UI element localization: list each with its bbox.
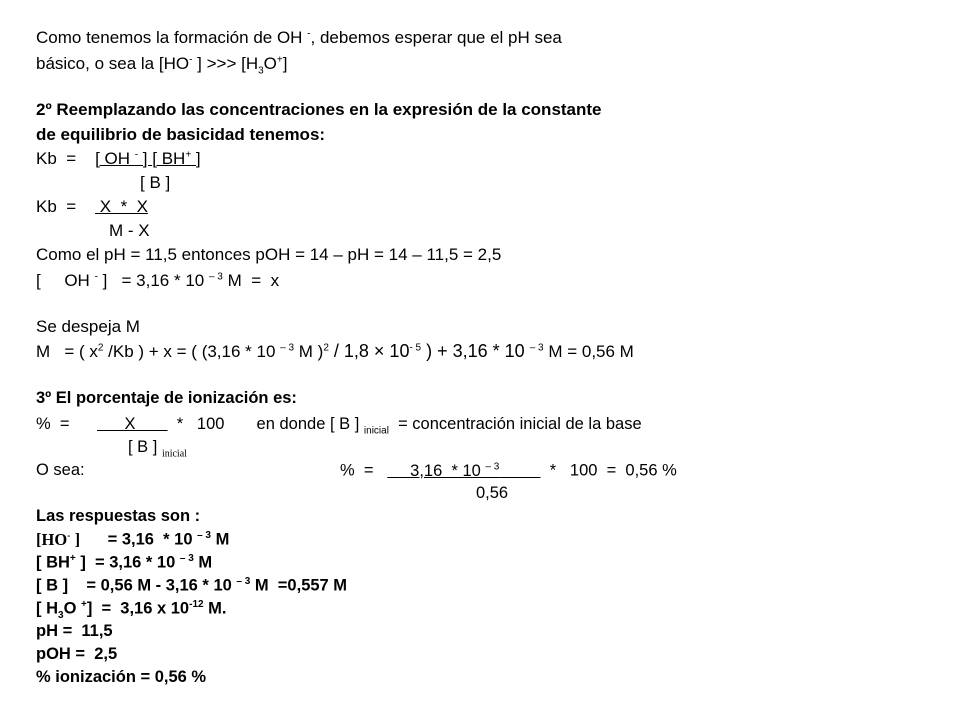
step2-heading-line-2: de equilibrio de basicidad tenemos: [36,125,326,144]
m-equation: M = ( $x^2$ /Kb ) + x = ( (3,16 * 10 $^{- 3}$ M )$^2 / 1,8 \times 10^{- 5}$ ) + 3,16 * 10 $^{- 3}$ M = 0,56 M [36,341,634,361]
answer-h3o: [ $H_3O$ +] = 3,16 x $10^{-12}$ M. [36,599,227,621]
step3-heading: 3º El porcentaje de ionización es: [36,389,297,407]
o-sea-denominator: 0,56 [476,484,509,502]
answer-ho: [HO- ] = 3,16 * 10 $^{- 3}$ M [36,529,230,549]
oh-concentration: [ OH - ] = 3,16 * 10 $^{- 3}$ M = x [36,271,280,290]
answers-heading: Las respuestas son : [36,507,201,525]
despeja-heading: Se despeja M [36,317,140,336]
kb-expression-2: Kb = X * X [36,197,148,216]
answer-ph: pH = 11,5 [36,622,113,640]
kb-expression-2-denominator: M - X [109,221,150,240]
answer-ionization: % ionización = 0,56 % [36,668,207,686]
intro-line-2: básico, o sea la [HO- ] >>> $[H_3O^+]$ [36,54,288,77]
answer-b: [ B ] = 0,56 M - 3,16 * 10 $^{- 3}$ M =0,557 M [36,576,348,595]
answer-bh: [ BH+ ] = 3,16 * 10 $^{- 3}$ M [36,553,213,572]
o-sea-equation: % = 3,16 * 10 $^{- 3}$ * 100 = 0,56 % [340,461,677,480]
kb-expression-1-denominator: [ B ] [140,173,171,192]
kb-expression-1: Kb = [ OH - ] [ BH+ ] [36,149,201,168]
o-sea-label: O sea: [36,461,85,479]
percent-formula-denominator: [ B ] $_{inicial}$ [128,438,187,460]
answer-poh: pOH = 2,5 [36,645,118,663]
intro-line-1: Como tenemos la formación de OH -, debemos esperar que el pH sea [36,28,562,47]
ph-calculation: Como el pH = 11,5 entonces pOH = 14 – pH = 14 – 11,5 = 2,5 [36,245,502,264]
step2-heading-line-1: 2º Reemplazando las concentraciones en la expresión de la constante [36,100,602,119]
percent-formula: % = X * 100 en donde [ B ] $_{inicial}$ = concentración inicial de la base [36,415,642,437]
